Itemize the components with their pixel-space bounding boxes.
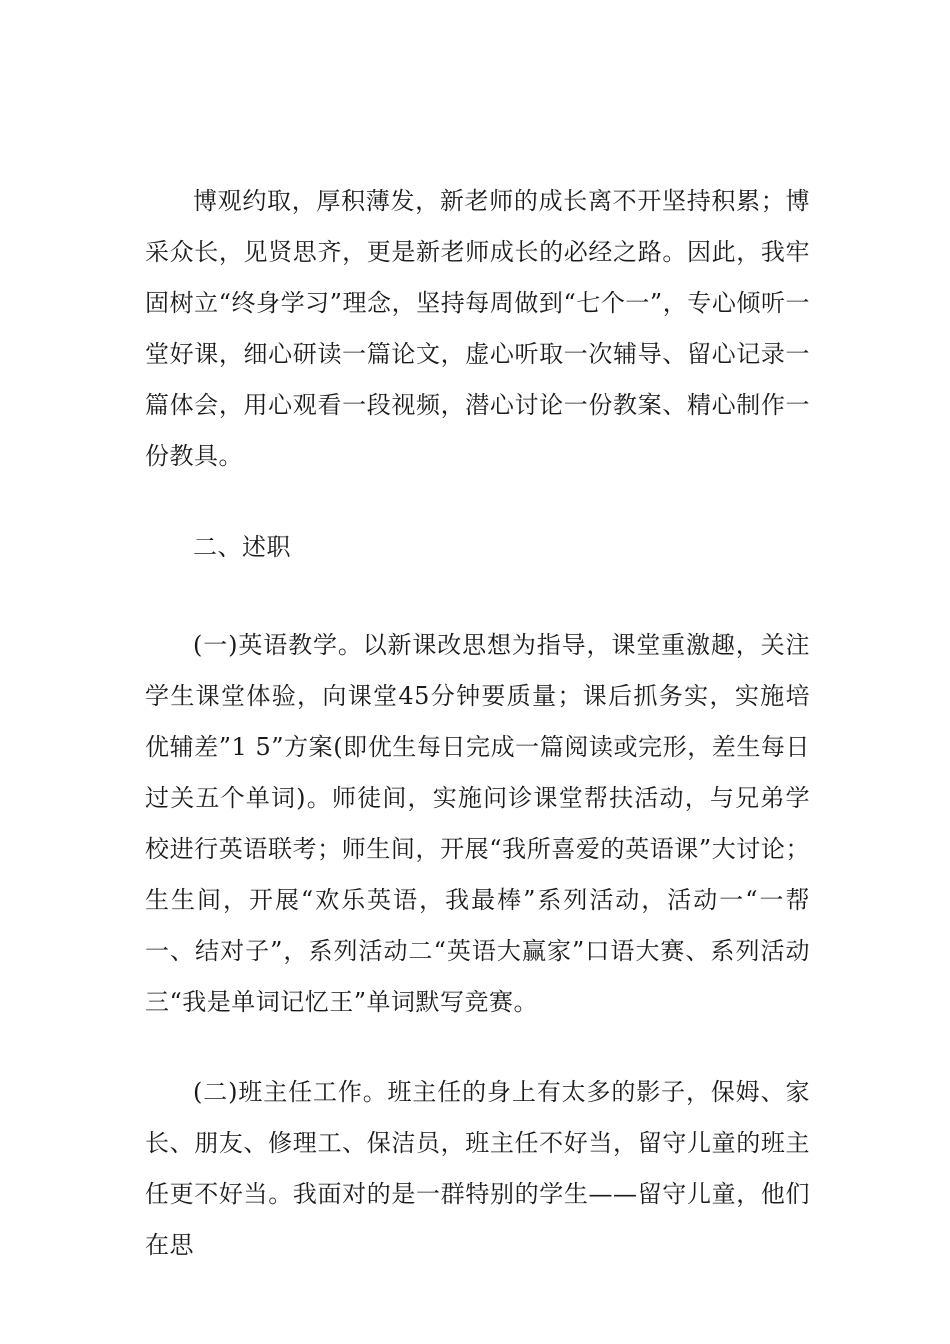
paragraph-learning: 博观约取，厚积薄发，新老师的成长离不开坚持积累；博采众长，见贤思齐，更是新老师成长的必经之路。因此，我牢固树立“终身学习”理念，坚持每周做到“七个一”，专心倾听一堂好课，细心研读一篇论文，虚心听取一次辅导、留心记录一篇体会，用心观看一段视频，潜心讨论一份教案、精心制作一份教具。 xyxy=(145,187,810,470)
paragraph-class-teacher-work: (二)班主任工作。班主任的身上有太多的影子，保姆、家长、朋友、修理工、保洁员，班主任不好当，留守儿童的班主任更不好当。我面对的是一群特别的学生——留守儿童，他们在思 xyxy=(145,1078,810,1259)
section-heading-duty-report: 二、述职 xyxy=(193,533,291,561)
paragraph-english-teaching: (一)英语教学。以新课改思想为指导，课堂重激趣，关注学生课堂体验，向课堂45分钟要质量；课后抓务实，实施培优辅差”1 5”方案(即优生每日完成一篇阅读或完形，差生每日过关五个单词)。师徒间，实施问诊课堂帮扶活动，与兄弟学校进行英语联考；师生间，开展“我所喜爱的英语课”大讨论；生生间，开展“欢乐英语，我最棒”系列活动，活动一“一帮一、结对子”，系列活动二“英语大赢家”口语大赛、系列活动三“我是单词记忆王”单词默写竞赛。 xyxy=(145,631,810,1016)
